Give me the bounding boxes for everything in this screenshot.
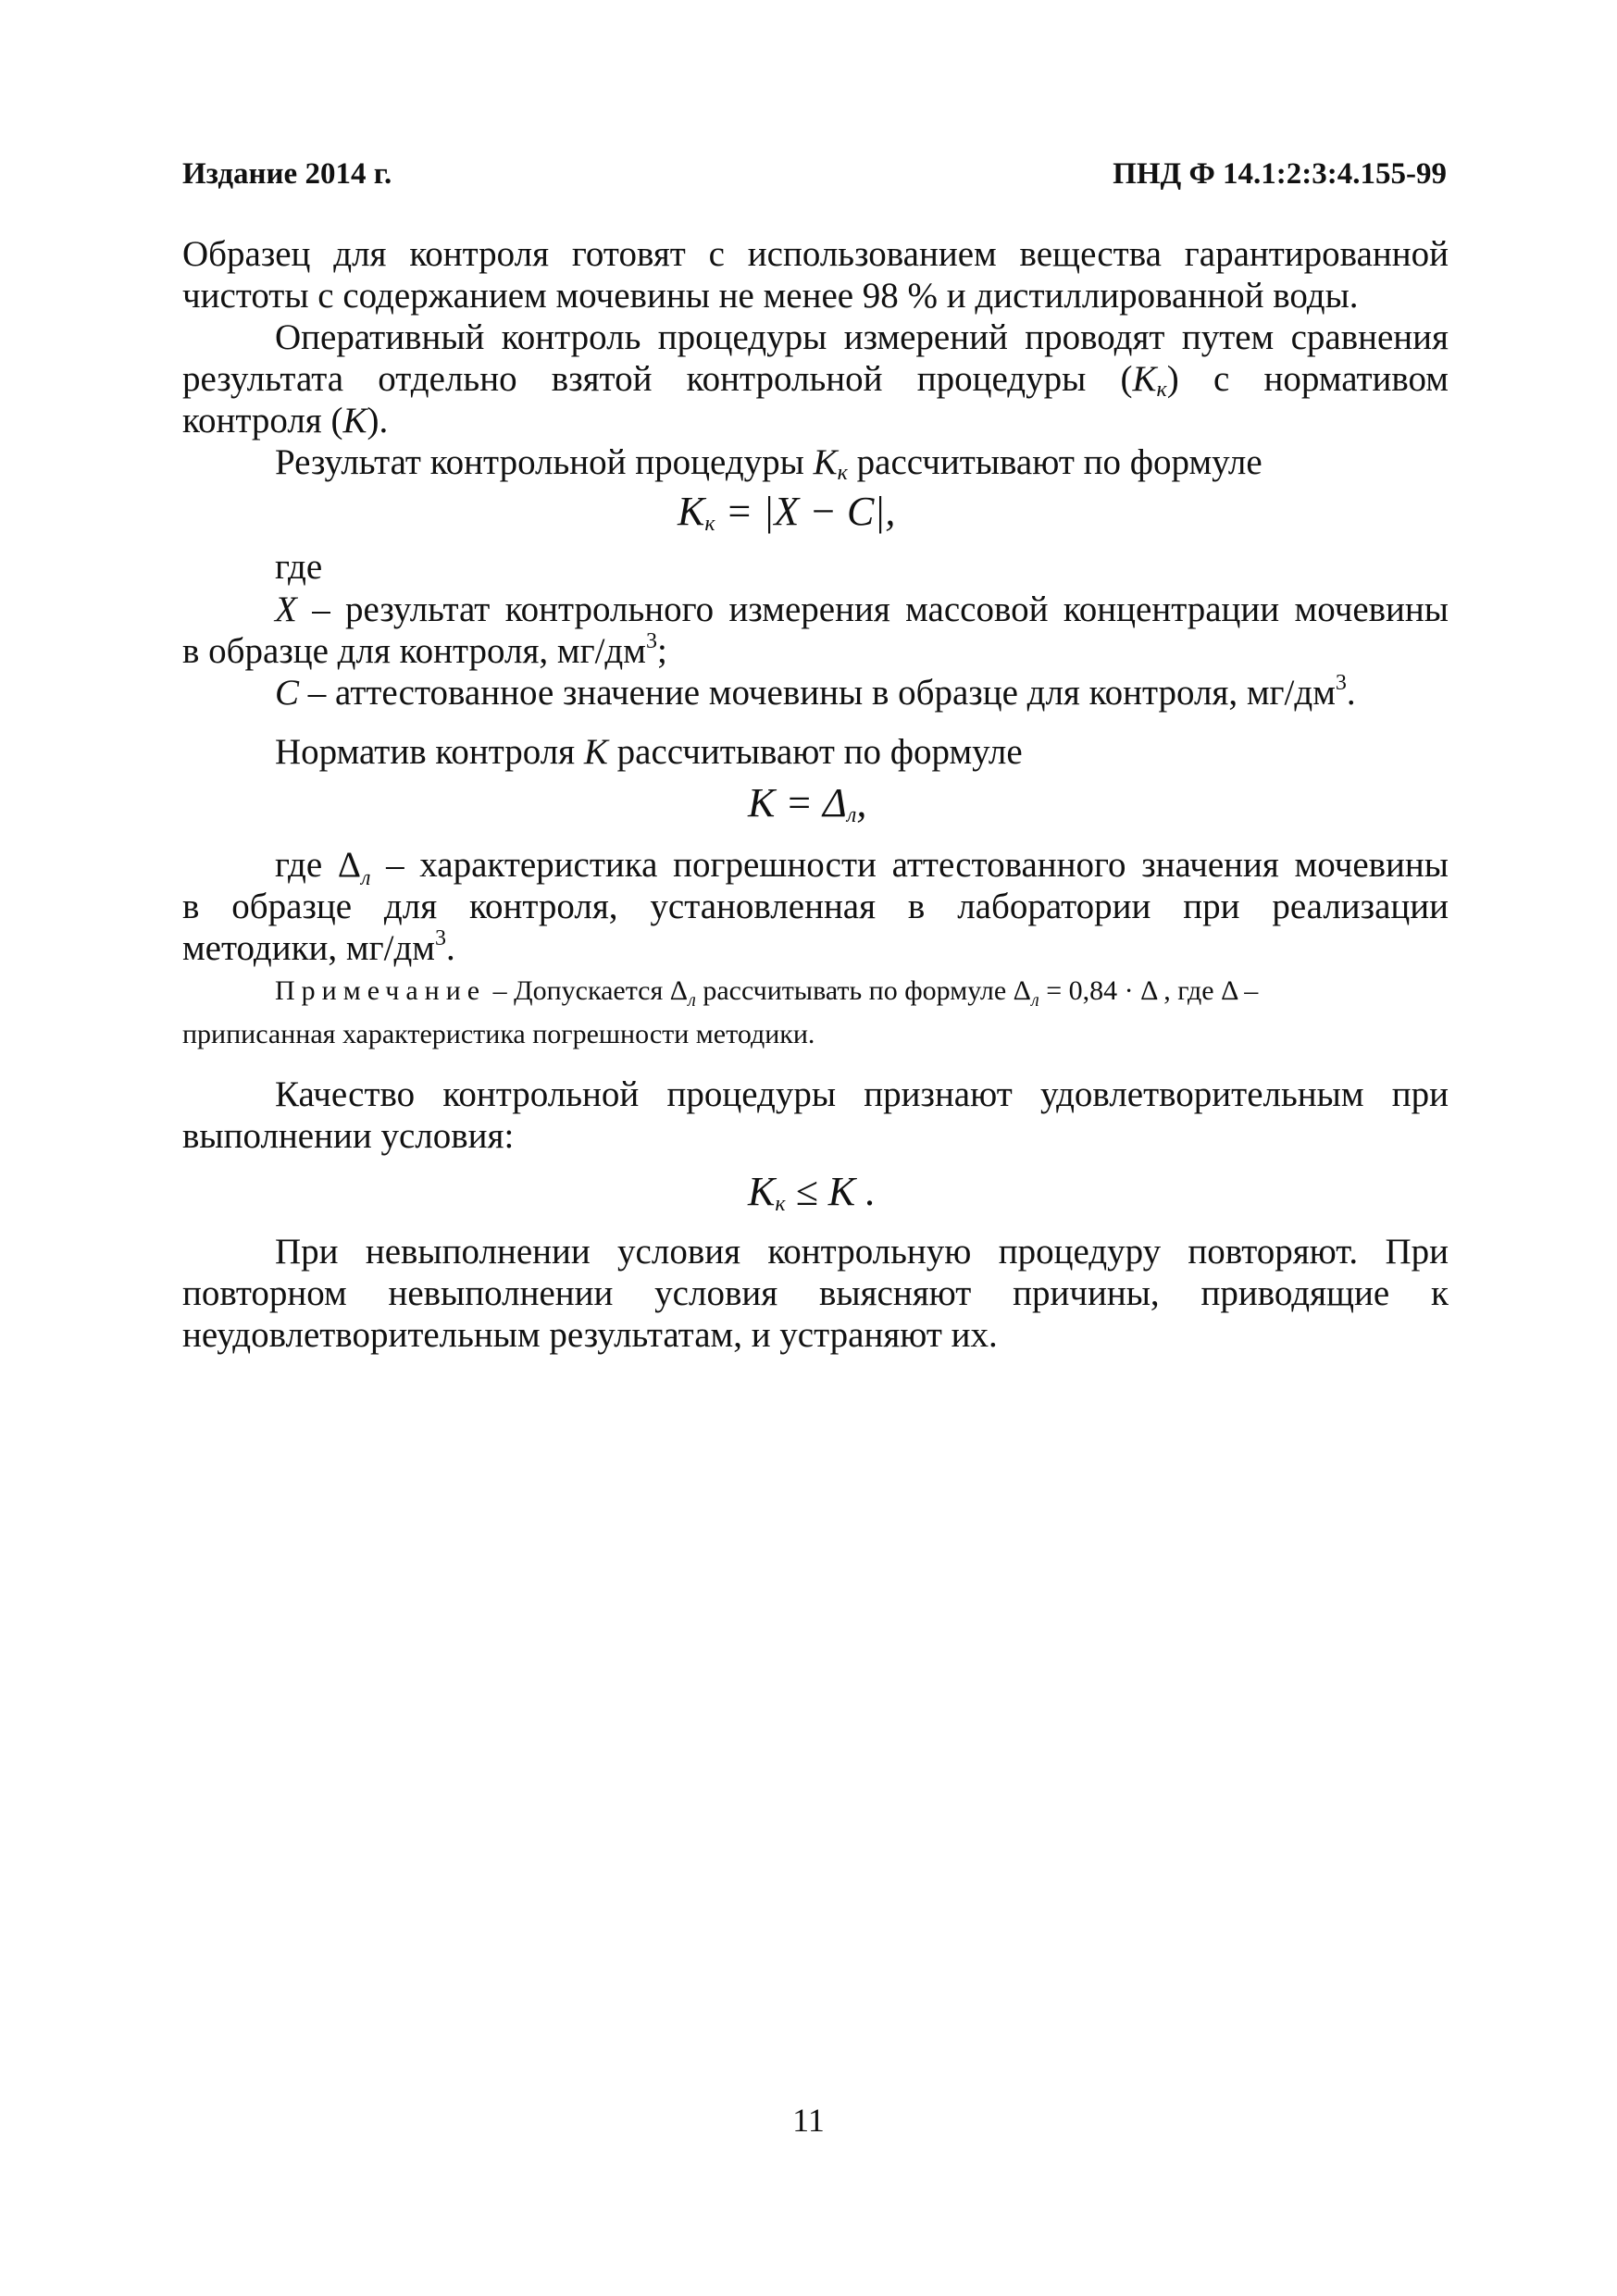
page-number: 11 (792, 2102, 825, 2139)
document-code: ПНД Ф 14.1:2:3:4.155-99 (1113, 157, 1447, 191)
paragraph-quality-condition-line2: выполнении условия: (182, 1116, 515, 1156)
paragraph-operational-control-line1: Оперативный контроль процедуры измерений проводят путем сравнения (275, 317, 1449, 357)
paragraph-error-characteristic-line1: где $\Delta_л$ – характеристика погрешности аттестованного значения мочевины (275, 845, 1449, 890)
paragraph-repeat-line1: При невыполнении условия контрольную процедуру повторяют. При (275, 1232, 1449, 1272)
paragraph-quality-condition-line1: Качество контрольной процедуры признают удовлетворительным при (275, 1074, 1449, 1114)
definition-c: C – аттестованное значение мочевины в образце для контроля, $мг/дм^3$. (275, 671, 1356, 713)
paragraph-error-characteristic-line3: методики, $мг/дм^3$. (182, 926, 455, 968)
paragraph-repeat-line3: неудовлетворительным результатам, и устраняют их. (182, 1315, 998, 1355)
formula-control-norm: $K = \Delta_л$, (748, 780, 867, 827)
definition-x-line2: в образце для контроля, $мг/дм^3$; (182, 629, 667, 671)
edition-label: Издание 2014 г. (182, 157, 392, 191)
paragraph-operational-control-line2: результата отдельно взятой контрольной процедуры $(K_к)$ с нормативом (182, 359, 1449, 402)
paragraph-result-formula-intro: Результат контрольной процедуры $K_к$ рассчитывают по формуле (275, 442, 1263, 485)
where-label: где (275, 547, 323, 587)
paragraph-error-characteristic-line2: в образце для контроля, установленная в лаборатории при реализации (182, 887, 1449, 926)
paragraph-repeat-line2: повторном невыполнении условия выясняют причины, приводящие к (182, 1273, 1449, 1313)
note-label: Примечание (275, 975, 487, 1006)
formula-control-result: $K_к = |X - C|$, (678, 489, 896, 536)
paragraph-sample-preparation-line1: Образец для контроля готовят с использованием вещества гарантированной (182, 234, 1449, 274)
definition-x-line1: X – результат контрольного измерения массовой концентрации мочевины (275, 590, 1449, 629)
paragraph-operational-control-line3: контроля (K). (182, 401, 389, 441)
note-line1: Примечание – Допускается $\Delta_л$ рассчитывать по формуле $\Delta_л = 0,84 \cdot \Delta$ , где Δ – (275, 975, 1259, 1011)
note-line2: приписанная характеристика погрешности методики. (182, 1019, 815, 1049)
paragraph-sample-preparation-line2: чистоты с содержанием мочевины не менее 98 % и дистиллированной воды. (182, 276, 1359, 316)
formula-quality-condition: $K_к \le K$ . (748, 1169, 877, 1216)
paragraph-norm-formula-intro: Норматив контроля K рассчитывают по формуле (275, 732, 1023, 772)
